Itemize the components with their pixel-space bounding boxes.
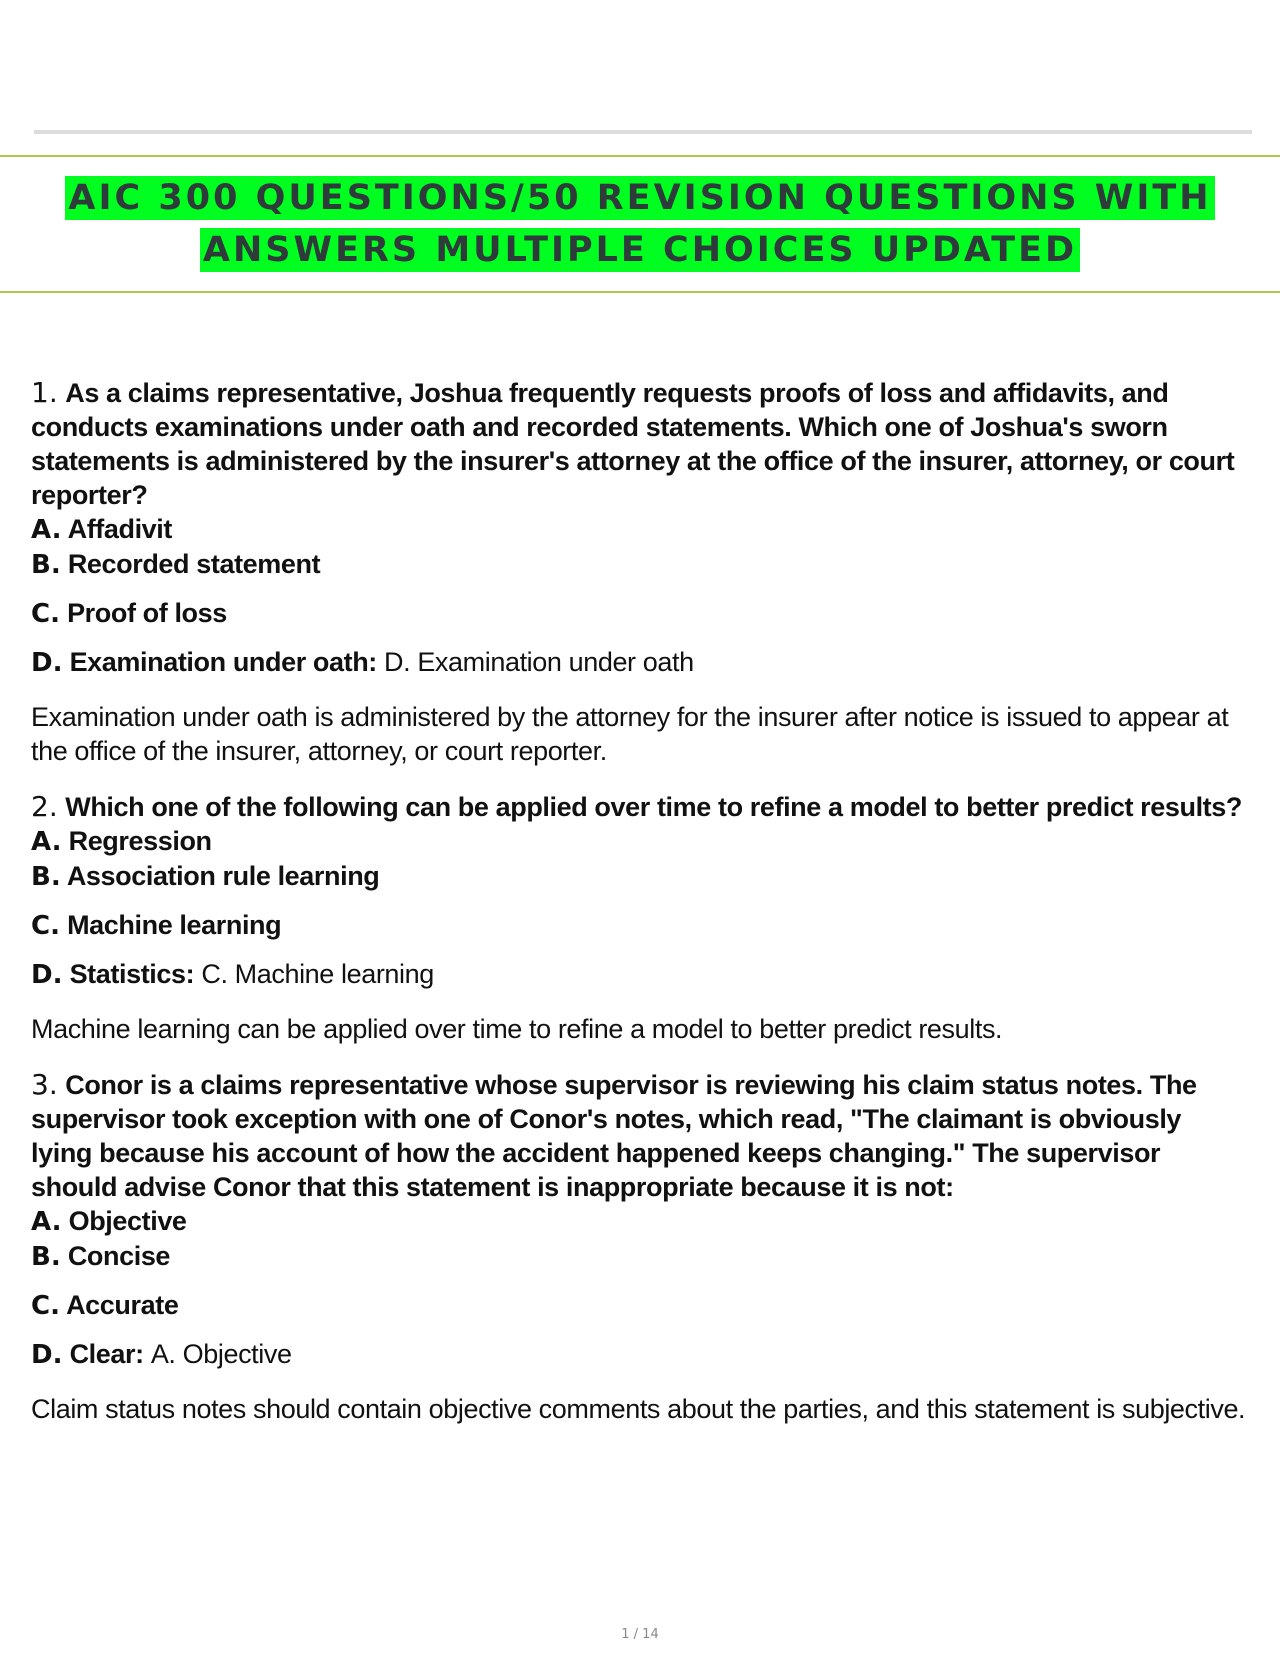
correct-answer: D. Examination under oath [384,647,694,677]
option-text: Accurate [66,1290,179,1320]
question-number: 3. [31,1068,58,1101]
option-letter: B. [31,1242,61,1272]
title-top-rule [0,155,1280,157]
question-text: Conor is a claims representative whose supervisor is reviewing his claim status notes. The supervisor took exception with one of Conor's notes, which read, "The claimant is obviously lying because his account of how the accident happened keeps changing." The supervisor should advise Conor that this statement is inappropriate because it is not: [31,1070,1197,1202]
option-text: Affadivit [67,514,172,544]
option-d [31,645,1249,680]
option-d [31,957,1249,992]
option-a [31,512,1249,547]
option-c [31,1288,1249,1323]
title-bottom-rule [0,291,1280,293]
question-number: 2. [31,790,58,823]
correct-answer: C. Machine learning [201,959,434,989]
option-letter: D. [31,648,63,678]
option-a [31,824,1249,859]
option-letter: D. [31,960,63,990]
option-letter: B. [31,862,61,892]
title-line-2: ANSWERS MULTIPLE CHOICES UPDATED [200,228,1080,272]
option-b [31,1239,1249,1274]
questions-list [31,376,1249,1448]
option-text: Recorded statement [67,549,321,579]
option-letter: A. [31,515,62,545]
title-line-1: AIC 300 QUESTIONS/50 REVISION QUESTIONS WITH [65,176,1214,220]
answer-explanation: Machine learning can be applied over time to refine a model to better predict results. [31,1014,1003,1044]
option-letter: B. [31,550,61,580]
option-text: Concise [67,1241,171,1271]
question-stem [31,1068,1249,1204]
option-text: Statistics: [69,959,195,989]
option-letter: C. [31,911,60,941]
option-c [31,596,1249,631]
option-text: Examination under oath: [69,647,377,677]
option-text: Objective [68,1206,187,1236]
document-title [0,172,1280,276]
option-text: Machine learning [67,910,282,940]
option-c [31,908,1249,943]
option-text: Association rule learning [66,861,380,891]
question-stem [31,790,1249,824]
question-3 [31,1068,1249,1426]
question-stem [31,376,1249,512]
option-b [31,859,1249,894]
question-text: As a claims representative, Joshua frequently requests proofs of loss and affidavits, and conducts examinations under oath and recorded statements. Which one of Joshua's sworn statements is administered by the insurer's attorney at the office of the insurer, attorney, or court reporter? [31,378,1235,510]
option-text: Regression [68,826,212,856]
option-b [31,547,1249,582]
option-letter: A. [31,827,62,857]
correct-answer: A. Objective [150,1339,292,1369]
page-number: 1 / 14 [621,1627,659,1642]
option-letter: A. [31,1207,62,1237]
option-text: Proof of loss [67,598,227,628]
top-divider [34,130,1252,134]
option-letter: D. [31,1340,63,1370]
option-letter: C. [31,599,60,629]
option-d [31,1337,1249,1372]
option-text: Clear: [69,1339,144,1369]
answer-explanation: Examination under oath is administered by the attorney for the insurer after notice is issued to appear at the office of the insurer, attorney, or court reporter. [31,702,1229,766]
option-a [31,1204,1249,1239]
question-1 [31,376,1249,768]
question-2 [31,790,1249,1046]
question-number: 1. [31,376,58,409]
option-letter: C. [31,1291,60,1321]
answer-explanation: Claim status notes should contain objective comments about the parties, and this statement is subjective. [31,1394,1246,1424]
question-text: Which one of the following can be applied over time to refine a model to better predict results? [65,792,1242,822]
